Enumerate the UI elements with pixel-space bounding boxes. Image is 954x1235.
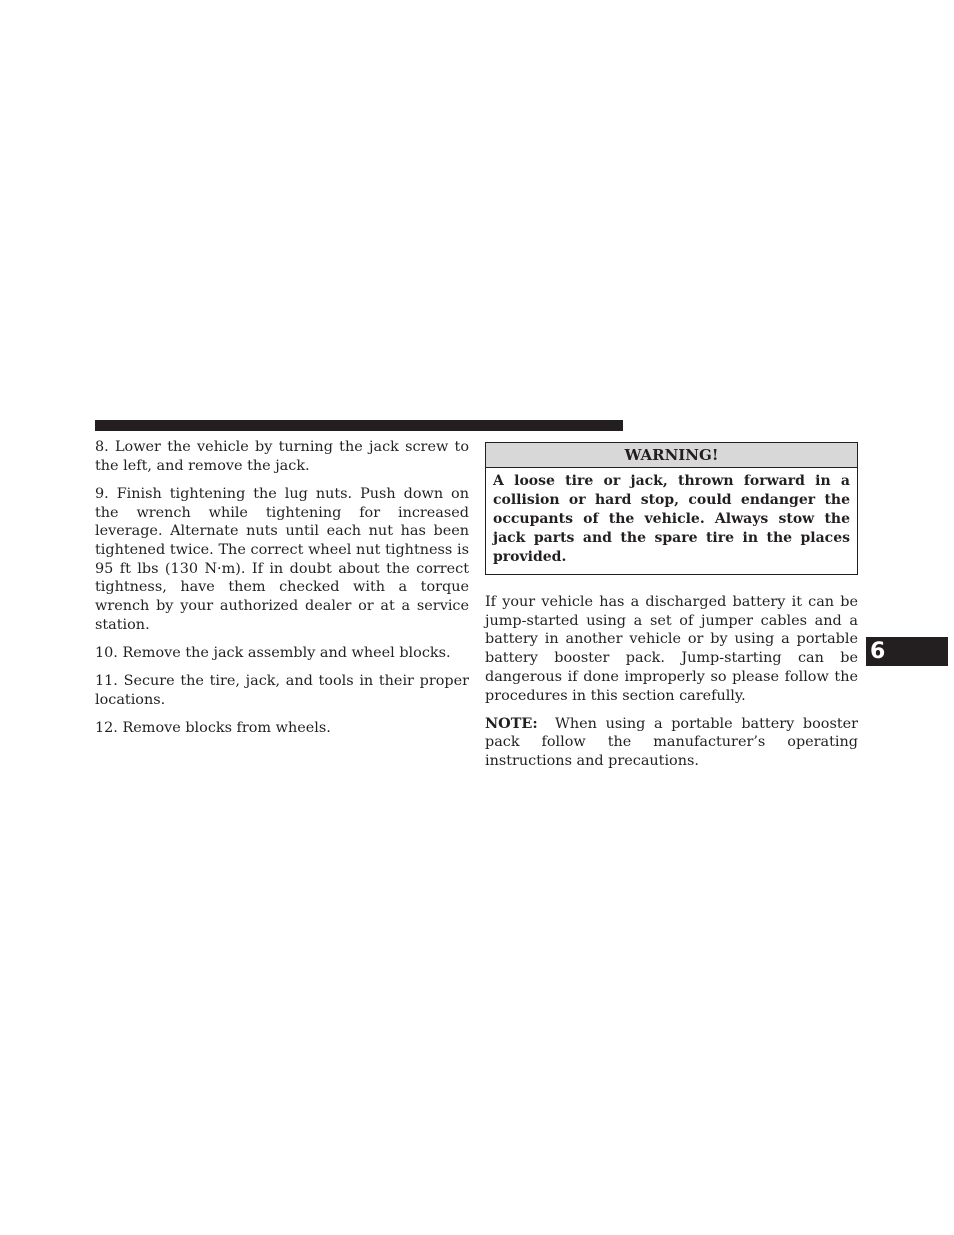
note-text: When using a portable battery booster pack follow the manufacturer’s operating instructions and precautions. <box>485 715 859 770</box>
left-column <box>95 438 469 747</box>
step-8: 8. Lower the vehicle by turning the jack screw to the left, and remove the jack. <box>95 439 469 474</box>
jump-start-paragraph: If your vehicle has a discharged battery it can be jump-started using a set of jumper cables and a battery in another vehicle or by using a portable battery booster pack. Jump-starting can be dangerous if done improperly so please follow the procedures in this section carefully. <box>485 594 858 704</box>
chapter-number: 6 <box>870 639 886 664</box>
right-column <box>485 593 858 780</box>
step-10: 10. Remove the jack assembly and wheel blocks. <box>95 645 451 662</box>
step-11: 11. Secure the tire, jack, and tools in their proper locations. <box>95 673 469 708</box>
note-label: NOTE: <box>485 714 538 732</box>
note-paragraph <box>485 715 858 771</box>
top-rule <box>95 420 623 431</box>
chapter-tab <box>866 637 948 666</box>
warning-text: A loose tire or jack, thrown forward in a collision or hard stop, could endanger the occupants of the vehicle. Always stow the jack parts and the spare tire in the places provided. <box>493 473 850 565</box>
step-9: 9. Finish tightening the lug nuts. Push down on the wrench while tightening for increased leverage. Alternate nuts until each nut has been tightened twice. The correct wheel nut tightness is 95 ft lbs (130 N·m). If in doubt about the correct tightness, have them checked with a torque wrench by your authorized dealer or at a service station. <box>95 485 469 633</box>
warning-title: WARNING! <box>486 443 857 468</box>
step-12: 12. Remove blocks from wheels. <box>95 720 331 737</box>
warning-box <box>485 442 858 575</box>
